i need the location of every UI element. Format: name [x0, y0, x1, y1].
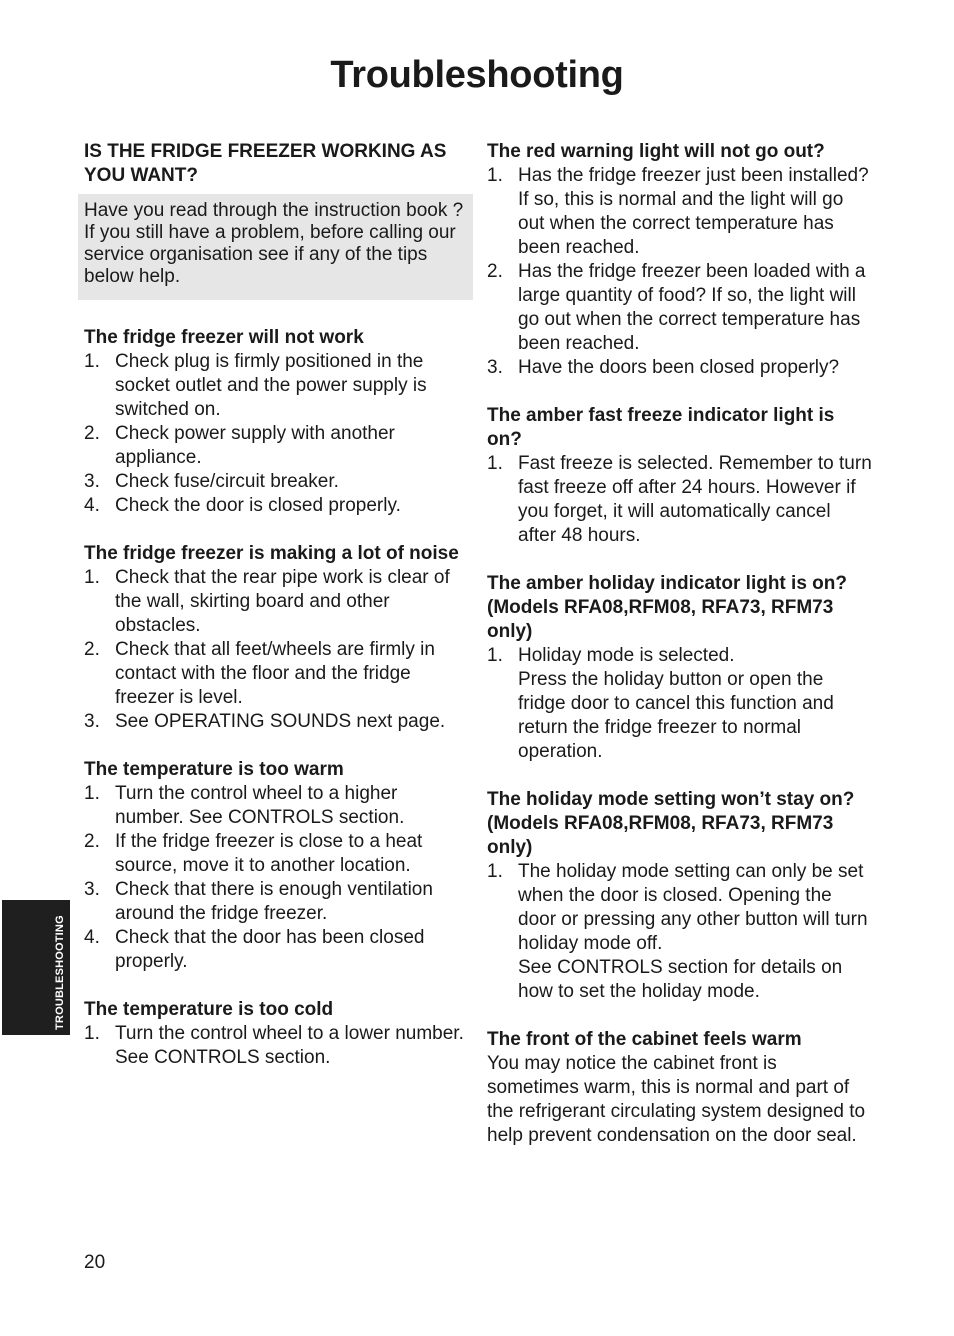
list-item — [84, 422, 464, 470]
list-item-text: Check fuse/circuit breaker. — [115, 471, 339, 492]
list-item-text: Has the fridge freezer just been installed? If so, this is normal and the light will go out when the correct temperature has been reached. — [518, 165, 869, 258]
list-item-text: If the fridge freezer is close to a heat source, move it to another location. — [115, 831, 423, 876]
list-item — [84, 710, 464, 734]
section-heading: The temperature is too warm — [84, 759, 344, 780]
list-item-extra: See CONTROLS section for details on how to set the holiday mode. — [518, 957, 843, 1002]
numbered-list — [84, 566, 464, 734]
list-item — [487, 164, 872, 260]
numbered-list — [84, 782, 464, 974]
list-item-text: Check that the door has been closed properly. — [115, 927, 425, 972]
troubleshooting-section — [487, 788, 872, 1004]
list-item-number: 3. — [84, 711, 100, 732]
numbered-list — [487, 644, 872, 764]
list-item-text: Check the door is closed properly. — [115, 495, 401, 516]
list-item-number: 1. — [487, 861, 503, 882]
section-heading: The red warning light will not go out? — [487, 141, 825, 162]
side-tab-label: TROUBLESHOOTING — [54, 915, 66, 1030]
list-item — [84, 350, 464, 422]
list-item-text: Check that all feet/wheels are firmly in contact with the floor and the fridge freezer is level. — [115, 639, 435, 708]
list-item-number: 1. — [84, 1023, 100, 1044]
troubleshooting-section — [84, 758, 464, 974]
list-item — [84, 782, 464, 830]
list-item-text: Check power supply with another appliance. — [115, 423, 395, 468]
list-item-number: 3. — [84, 471, 100, 492]
list-item-text: Turn the control wheel to a lower number. See CONTROLS section. — [115, 1023, 464, 1068]
section-heading: The front of the cabinet feels warm — [487, 1029, 802, 1050]
list-item-text: Have the doors been closed properly? — [518, 357, 840, 378]
numbered-list — [487, 860, 872, 1004]
list-item — [84, 638, 464, 710]
right-sections — [487, 140, 872, 1004]
list-item-number: 3. — [84, 879, 100, 900]
list-item-number: 1. — [84, 567, 100, 588]
list-item — [487, 260, 872, 356]
left-column — [84, 140, 464, 1070]
intro-box — [78, 194, 473, 300]
intro-line: Have you read through the instruction book ? — [84, 200, 464, 221]
list-item — [487, 356, 872, 380]
page-title: Troubleshooting — [330, 54, 624, 96]
troubleshooting-section — [84, 998, 464, 1070]
intro-heading: IS THE FRIDGE FREEZER WORKING AS YOU WANT? — [84, 141, 447, 186]
section-heading: The fridge freezer will not work — [84, 327, 364, 348]
troubleshooting-section — [487, 572, 872, 764]
troubleshooting-section — [487, 404, 872, 548]
troubleshooting-section — [487, 140, 872, 380]
list-item-number: 1. — [487, 453, 503, 474]
list-item — [84, 878, 464, 926]
numbered-list — [487, 164, 872, 380]
intro-line: If you still have a problem, before calling our service organisation see if any of the tips below help. — [84, 222, 456, 287]
list-item — [84, 830, 464, 878]
list-item — [84, 1022, 464, 1070]
section-heading: The fridge freezer is making a lot of noise — [84, 543, 459, 564]
page-number: 20 — [84, 1252, 106, 1273]
troubleshooting-section — [84, 326, 464, 518]
list-item-text: The holiday mode setting can only be set when the door is closed. Opening the door or pressing any other button will turn holiday mode off. — [518, 861, 868, 954]
list-item-number: 4. — [84, 495, 100, 516]
section-heading: The amber holiday indicator light is on? (Models RFA08,RFM08, RFA73, RFM73 only) — [487, 573, 847, 642]
list-item-number: 3. — [487, 357, 503, 378]
list-item-extra: Press the holiday button or open the fridge door to cancel this function and return the fridge freezer to normal operation. — [518, 669, 834, 762]
list-item — [84, 566, 464, 638]
list-item — [84, 494, 464, 518]
list-item-number: 4. — [84, 927, 100, 948]
list-item-number: 2. — [84, 639, 100, 660]
list-item-number: 2. — [84, 423, 100, 444]
list-item-number: 1. — [84, 783, 100, 804]
list-item — [487, 452, 872, 548]
list-item-number: 1. — [487, 165, 503, 186]
list-item — [84, 470, 464, 494]
right-column — [487, 140, 872, 1148]
list-item-text: Turn the control wheel to a higher number. See CONTROLS section. — [115, 783, 405, 828]
list-item — [487, 644, 872, 764]
numbered-list — [84, 350, 464, 518]
section-heading: The temperature is too cold — [84, 999, 334, 1020]
section-text: You may notice the cabinet front is sometimes warm, this is normal and part of the refrigerant circulating system designed to help prevent condensation on the door seal. — [487, 1053, 866, 1146]
list-item-text: See OPERATING SOUNDS next page. — [115, 711, 446, 732]
section-heading: The amber fast freeze indicator light is on? — [487, 405, 835, 450]
list-item-number: 2. — [487, 261, 503, 282]
list-item-text: Check that there is enough ventilation around the fridge freezer. — [115, 879, 433, 924]
list-item-text: Check plug is firmly positioned in the socket outlet and the power supply is switched on. — [115, 351, 427, 420]
list-item-text: Has the fridge freezer been loaded with a large quantity of food? If so, the light will go out when the correct temperature has been reached. — [518, 261, 866, 354]
troubleshooting-section — [84, 542, 464, 734]
left-sections — [84, 326, 464, 1070]
list-item-number: 2. — [84, 831, 100, 852]
list-item-text: Holiday mode is selected. — [518, 645, 735, 666]
section-heading: The holiday mode setting won’t stay on? (Models RFA08,RFM08, RFA73, RFM73 only) — [487, 789, 855, 858]
list-item — [487, 860, 872, 1004]
side-tab — [2, 900, 70, 1035]
list-item-text: Check that the rear pipe work is clear of the wall, skirting board and other obstacles. — [115, 567, 450, 636]
section-warm-cabinet — [487, 1028, 872, 1148]
numbered-list — [487, 452, 872, 548]
list-item-text: Fast freeze is selected. Remember to turn fast freeze off after 24 hours. However if you forget, it will automatically cancel after 48 hours. — [518, 453, 872, 546]
list-item-number: 1. — [487, 645, 503, 666]
list-item-number: 1. — [84, 351, 100, 372]
numbered-list — [84, 1022, 464, 1070]
list-item — [84, 926, 464, 974]
